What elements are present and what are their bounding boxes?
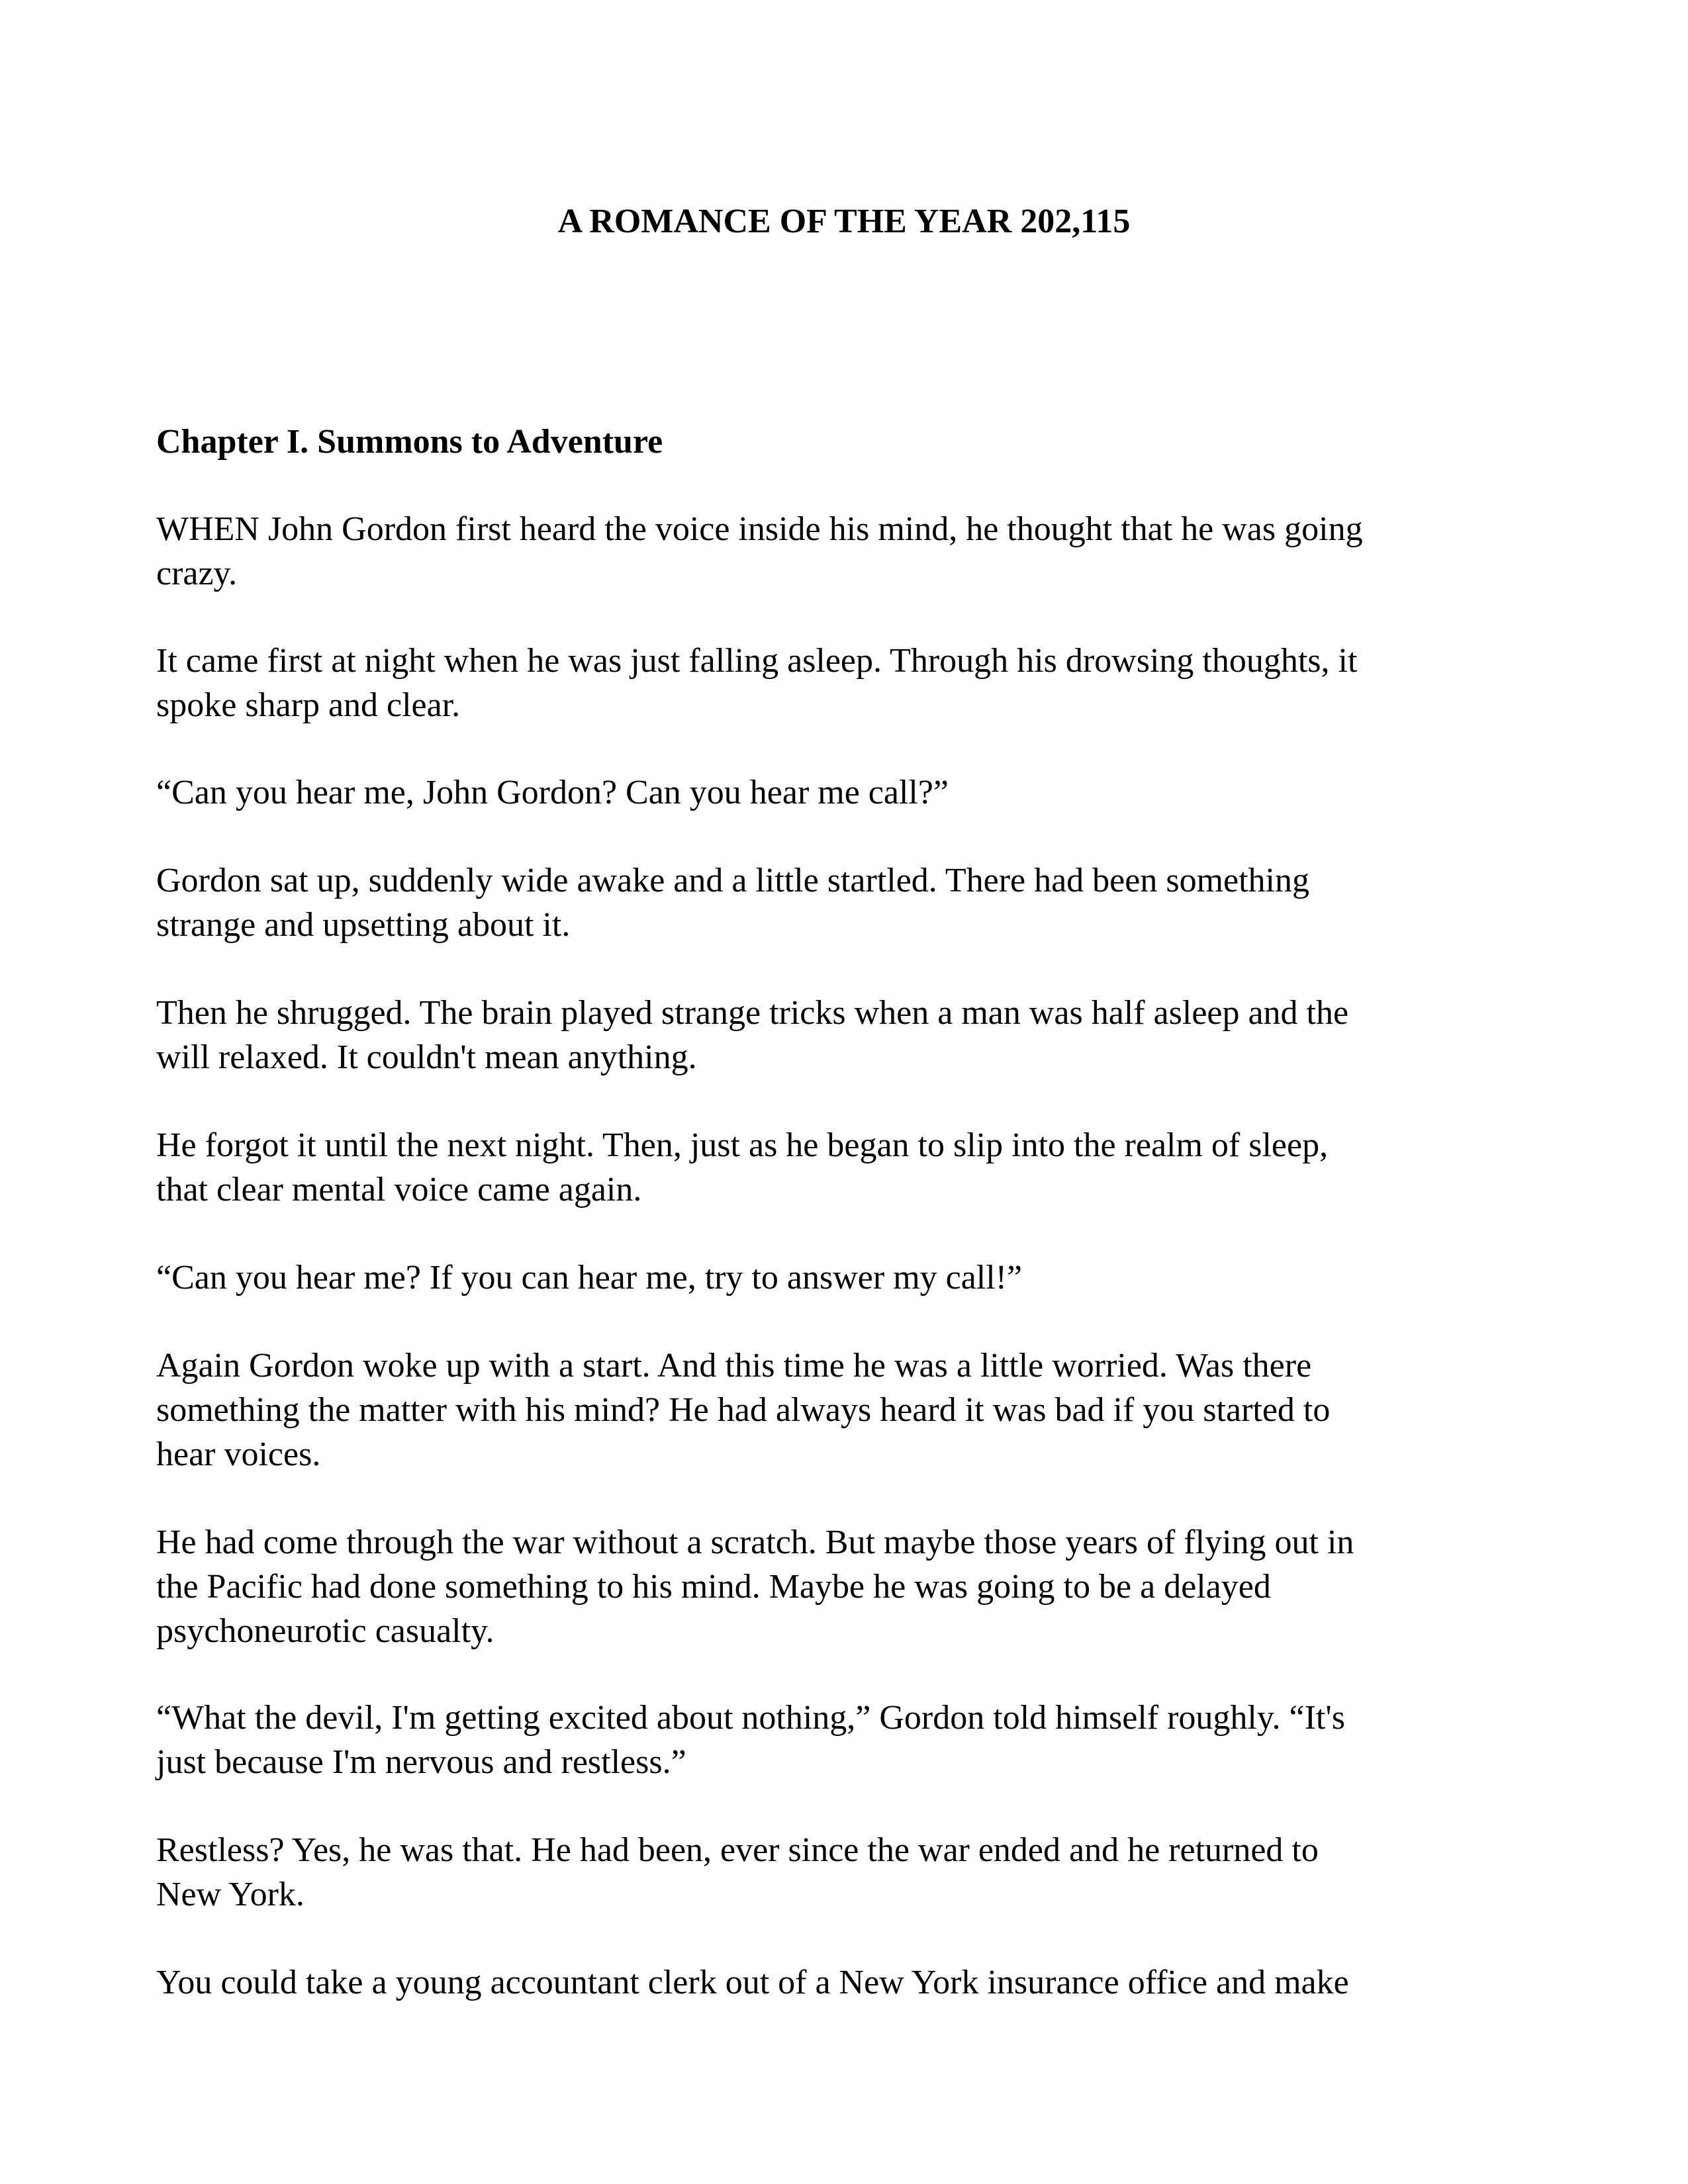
paragraph [156,858,1540,947]
paragraph-line: He had come through the war without a scratch. But maybe those years of flying out in [156,1524,1354,1561]
paragraph [156,1828,1540,1917]
paragraph-line: that clear mental voice came again. [156,1171,642,1208]
paragraph-line: It came first at night when he was just falling asleep. Through his drowsing thoughts, it [156,642,1358,680]
paragraph-line: “Can you hear me, John Gordon? Can you hear me call?” [156,774,949,811]
paragraph [156,770,1540,815]
paragraph-line: will relaxed. It couldn't mean anything. [156,1038,697,1076]
paragraph-line: New York. [156,1876,305,1913]
paragraph [156,1696,1540,1784]
paragraph-line: something the matter with his mind? He had always heard it was bad if you started to [156,1391,1331,1429]
paragraph-line: WHEN John Gordon first heard the voice inside his mind, he thought that he was going [156,510,1363,548]
paragraph-line: Restless? Yes, he was that. He had been, ever since the war ended and he returned to [156,1831,1319,1869]
paragraph-line: Then he shrugged. The brain played strange tricks when a man was half asleep and the [156,994,1349,1032]
paragraph-line: Gordon sat up, suddenly wide awake and a little startled. There had been something [156,862,1309,899]
paragraph-line: just because I'm nervous and restless.” [156,1743,686,1781]
paragraph-line: crazy. [156,555,238,592]
paragraph [156,1123,1540,1212]
document-title: A ROMANCE OF THE YEAR 202,115 [557,203,1131,240]
paragraph-line: psychoneurotic casualty. [156,1612,494,1650]
paragraph [156,1343,1540,1477]
paragraph-line: strange and upsetting about it. [156,906,571,944]
paragraph-line: “What the devil, I'm getting excited about nothing,” Gordon told himself roughly. “It's [156,1699,1345,1737]
paragraph [156,507,1540,596]
paragraph-line: Again Gordon woke up with a start. And this time he was a little worried. Was there [156,1347,1312,1385]
paragraph-line: You could take a young accountant clerk out of a New York insurance office and make [156,1964,1349,2001]
paragraph [156,1960,1540,2005]
paragraph [156,1255,1540,1300]
paragraph-line: “Can you hear me? If you can hear me, try to answer my call!” [156,1259,1023,1297]
paragraph-line: hear voices. [156,1435,321,1473]
paragraph [156,991,1540,1079]
paragraph [156,639,1540,727]
paragraph-line: the Pacific had done something to his mind. Maybe he was going to be a delayed [156,1568,1271,1606]
paragraph [156,1520,1540,1653]
paragraph-line: He forgot it until the next night. Then, just as he began to slip into the realm of sleep, [156,1126,1329,1164]
chapter-heading: Chapter I. Summons to Adventure [156,423,663,461]
paragraph-line: spoke sharp and clear. [156,686,461,724]
